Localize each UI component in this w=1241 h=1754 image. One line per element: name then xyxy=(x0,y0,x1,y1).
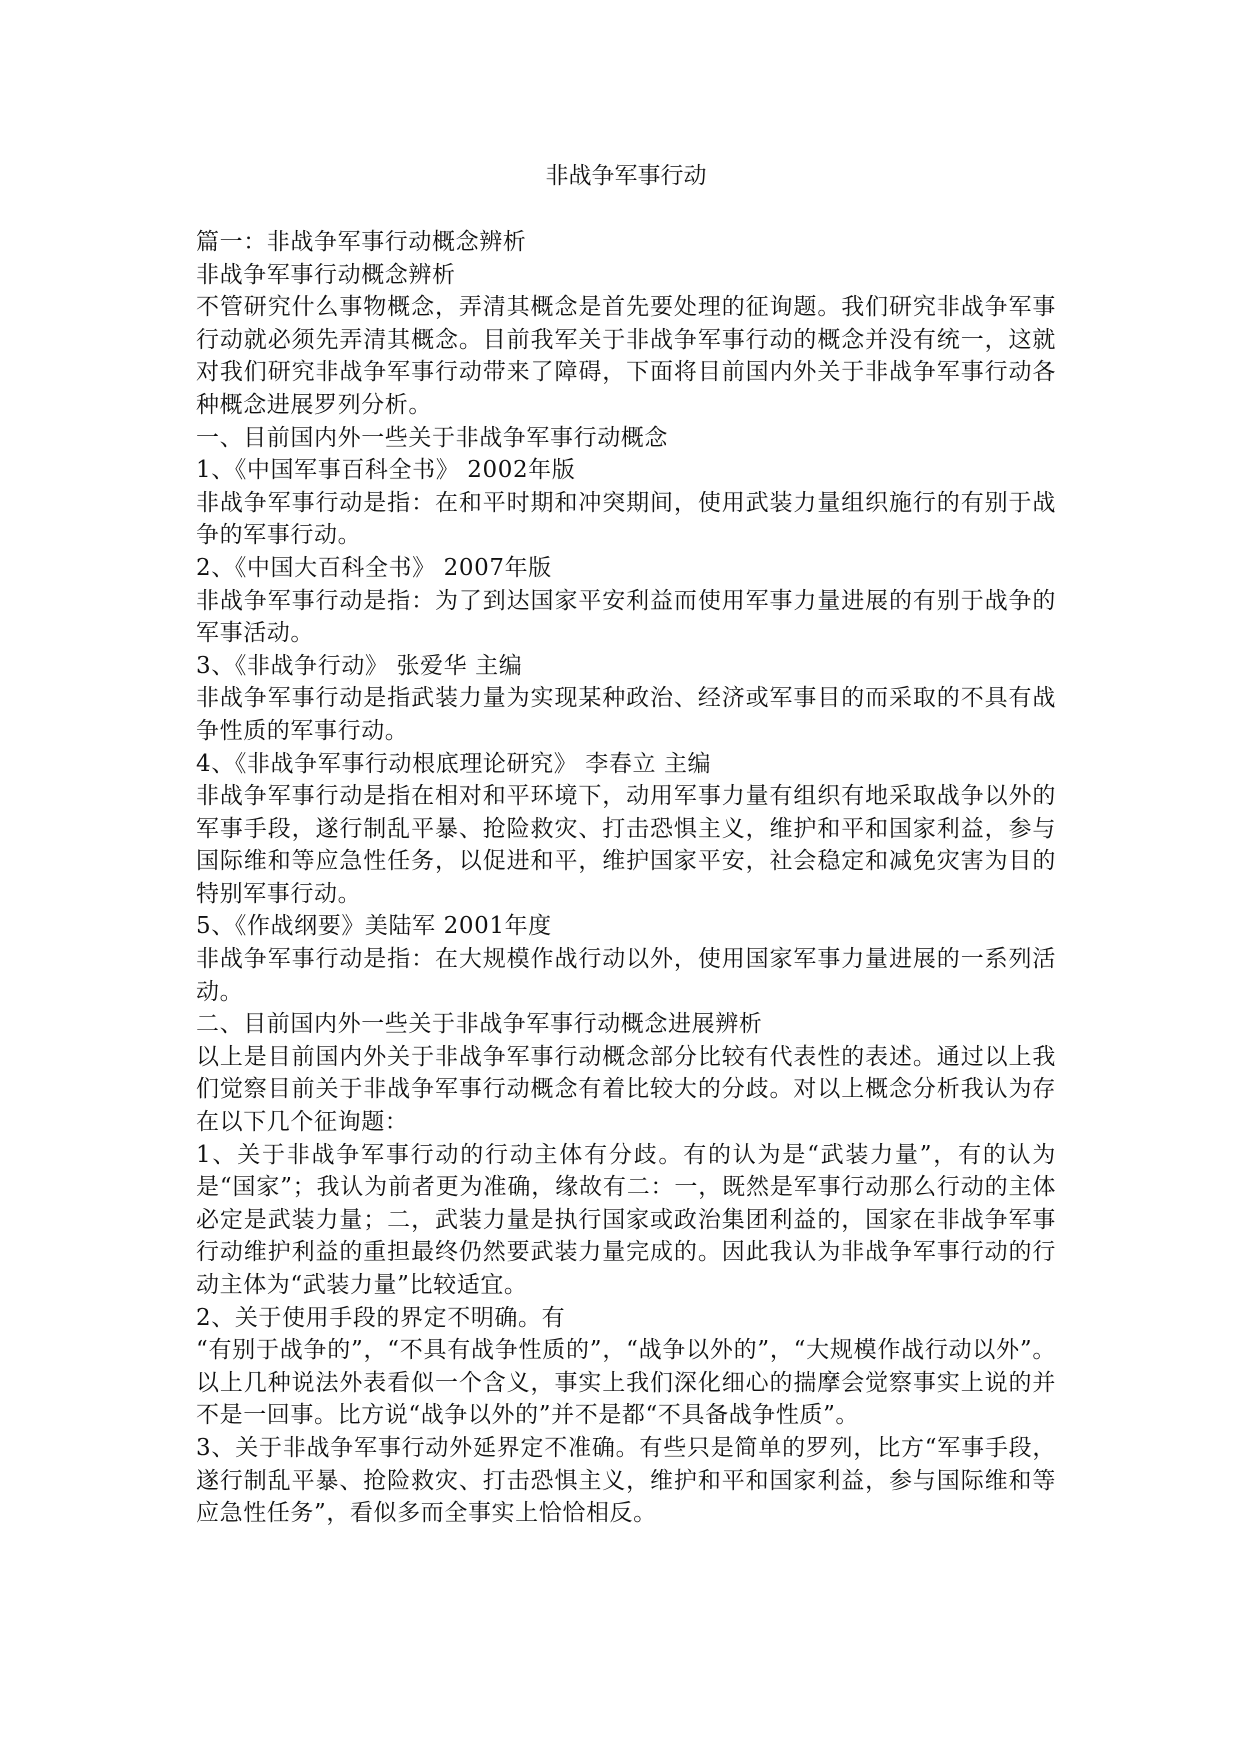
analysis-intro: 以上是目前国内外关于非战争军事行动概念部分比较有代表性的表述。通过以上我们觉察目前关于非战争军事行动概念有着比较大的分歧。对以上概念分析我认为存在以下几个征询题： xyxy=(196,1043,1056,1136)
analysis-point-1: 1、关于非战争军事行动的行动主体有分歧。有的认为是“武装力量”，有的认为是“国家”；我认为前者更为准确，缘故有二：一，既然是军事行动那么行动的主体必定是武装力量；二，武装力量是执行国家或政治集团利益的，国家在非战争军事行动维护利益的重担最终仍然要武装力量完成的。因此我认为非战争军事行动的行动主体为“武装力量”比较适宜。 xyxy=(196,1141,1056,1298)
document-page xyxy=(196,0,1056,1754)
document-title: 非战争军事行动 xyxy=(545,163,707,189)
source-heading-4: 4、《非战争军事行动根底理论研究》 李春立 主编 xyxy=(196,750,712,777)
source-heading-3: 3、《非战争行动》 张爱华 主编 xyxy=(196,652,523,679)
source-heading-5: 5、《作战纲要》美陆军 2001年度 xyxy=(196,913,552,940)
definition-1: 非战争军事行动是指：在和平时期和冲突期间，使用武装力量组织施行的有别于战争的军事行动。 xyxy=(196,489,1056,549)
paragraph-subtitle: 非战争军事行动概念辨析 xyxy=(196,261,456,288)
document-body xyxy=(196,226,1056,1530)
definition-2: 非战争军事行动是指：为了到达国家平安利益而使用军事力量进展的有别于战争的军事活动。 xyxy=(196,587,1056,647)
analysis-point-2: 2、关于使用手段的界定不明确。有 xyxy=(196,1304,566,1331)
definition-5: 非战争军事行动是指：在大规模作战行动以外，使用国家军事力量进展的一系列活动。 xyxy=(196,946,1056,1005)
paragraph-part-heading: 篇一：非战争军事行动概念辨析 xyxy=(196,229,527,255)
paragraph-intro: 不管研究什么事物概念，弄清其概念是首先要处理的征询题。我们研究非战争军事行动就必须先弄清其概念。目前我军关于非战争军事行动的概念并没有统一，这就对我们研究非战争军事行动带来了障碍，下面将目前国内外关于非战争军事行动各种概念进展罗列分析。 xyxy=(196,294,1056,418)
section-heading-2: 二、目前国内外一些关于非战争军事行动概念进展辨析 xyxy=(196,1011,763,1038)
source-heading-2: 2、《中国大百科全书》 2007年版 xyxy=(196,554,552,581)
source-heading-1: 1、《中国军事百科全书》 2002年版 xyxy=(196,457,576,484)
definition-4: 非战争军事行动是指在相对和平环境下，动用军事力量有组织有地采取战争以外的军事手段，遂行制乱平暴、抢险救灾、打击恐惧主义，维护和平和国家利益，参与国际维和等应急性任务，以促进和平，维护国家平安，社会稳定和减免灾害为目的特别军事行动。 xyxy=(196,783,1056,907)
section-heading-1: 一、目前国内外一些关于非战争军事行动概念 xyxy=(196,424,668,451)
analysis-point-2-detail: “有别于战争的”，“不具有战争性质的”，“战争以外的”，“大规模作战行动以外”。以上几种说法外表看似一个含义，事实上我们深化细心的揣摩会觉察事实上说的并不是一回事。比方说“战争以外的”并不是都“不具备战争性质”。 xyxy=(196,1337,1056,1429)
definition-3: 非战争军事行动是指武装力量为实现某种政治、经济或军事目的而采取的不具有战争性质的军事行动。 xyxy=(196,685,1056,744)
analysis-point-3: 3、关于非战争军事行动外延界定不准确。有些只是简单的罗列，比方“军事手段，遂行制乱平暴、抢险救灾、打击恐惧主义，维护和平和国家利益，参与国际维和等应急性任务”，看似多而全事实上恰恰相反。 xyxy=(196,1434,1056,1527)
